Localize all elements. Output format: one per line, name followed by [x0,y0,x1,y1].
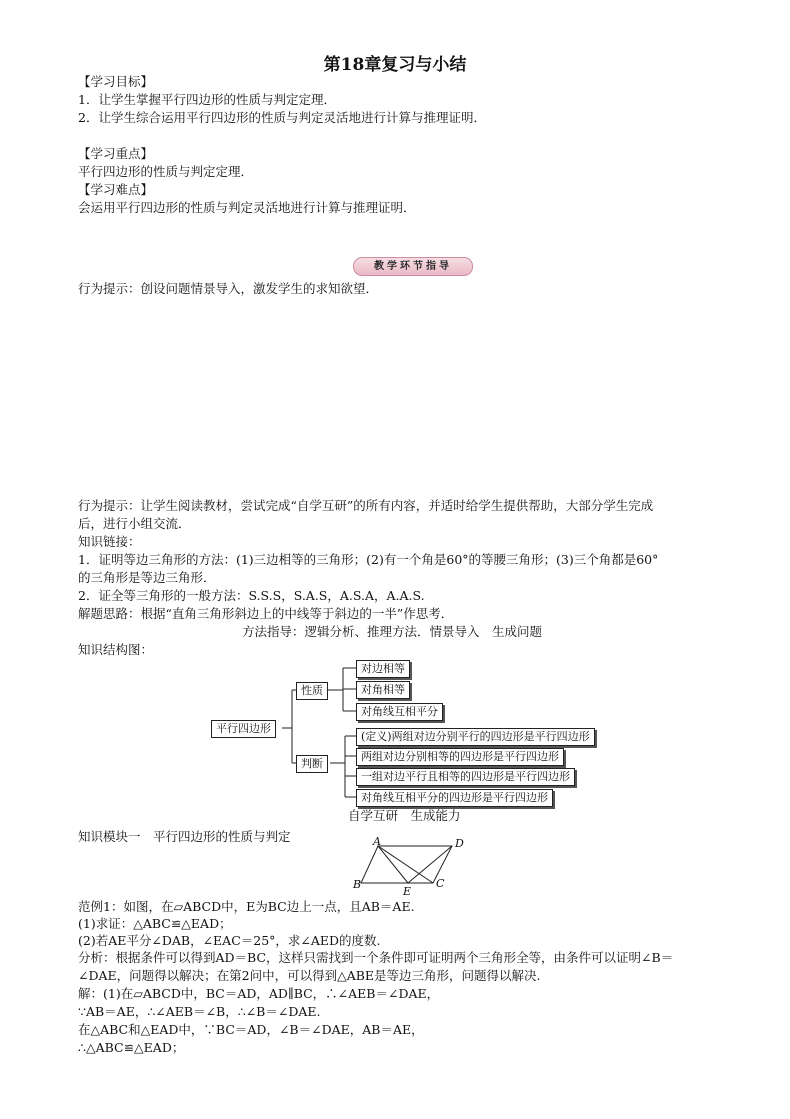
knowledge-link-item2: 2．证全等三角形的一般方法：S.S.S，S.A.S，A.S.A，A.A.S. [78,588,425,603]
figure-label-b: B [353,878,362,891]
figure-label-c: C [436,877,445,890]
solution-line-1: 解：(1)在▱ABCD中，BC＝AD，AD∥BC，∴∠AEB＝∠DAE， [78,986,440,1001]
structure-root: 平行四边形 [211,720,276,738]
difficulties-heading: 【学习难点】 [78,182,154,197]
criteria-item: (定义)两组对边分别平行的四边形是平行四边形 [356,728,595,746]
property-item: 对角相等 [356,681,410,699]
objective-item-2: 2．让学生综合运用平行四边形的性质与判定灵活地进行计算与推理证明． [78,110,486,125]
self-study-heading: 自学互研 生成能力 [348,808,461,823]
figure-label-e: E [403,885,412,898]
knowledge-link-item1-line2: 的三角形是等边三角形． [78,570,216,585]
knowledge-link-heading: 知识链接： [78,534,141,549]
behavior-hint-2-line2: 后，进行小组交流． [78,516,191,531]
module-1-heading: 知识模块一 平行四边形的性质与判定 [78,829,291,844]
objective-item-1: 1．让学生掌握平行四边形的性质与判定定理． [78,92,336,107]
example-question-1: (1)求证：△ABC≌△EAD； [78,916,232,931]
figure-label-d: D [455,837,464,850]
difficulties-text: 会运用平行四边形的性质与判定灵活地进行计算与推理证明． [78,200,416,215]
structure-branch-properties: 性质 [296,682,328,700]
solution-line-3: 在△ABC和△EAD中，∵BC＝AD，∠B＝∠DAE，AB＝AE， [78,1022,424,1037]
key-points-text: 平行四边形的性质与判定定理． [78,164,254,179]
criteria-item: 一组对边平行且相等的四边形是平行四边形 [356,768,575,786]
objectives-heading: 【学习目标】 [78,74,154,89]
structure-heading: 知识结构图： [78,642,154,657]
teaching-guide-banner: 教学环节指导 [353,257,473,276]
solution-approach: 解题思路：根据“直角三角形斜边上的中线等于斜边的一半”作思考． [78,606,454,621]
structure-branch-criteria: 判断 [296,755,328,773]
figure-label-a: A [373,835,381,848]
criteria-item: 对角线互相平分的四边形是平行四边形 [356,789,553,807]
solution-line-2: ∵AB＝AE，∴∠AEB＝∠B，∴∠B＝∠DAE. [78,1004,321,1019]
page-title: 第18章复习与小结 [323,55,467,75]
knowledge-link-item1-line1: 1．证明等边三角形的方法：(1)三边相等的三角形；(2)有一个角是60°的等腰三角形；(3)三个角都是60° [78,552,659,567]
example-question-2: (2)若AE平分∠DAB，∠EAC＝25°，求∠AED的度数. [78,933,381,948]
example-analysis-line2: ∠DAE，问题得以解决；在第2问中，可以得到△ABE是等边三角形，问题得以解决. [78,968,541,983]
example-analysis-line1: 分析：根据条件可以得到AD＝BC，这样只需找到一个条件即可证明两个三角形全等，由条件可以证明∠B＝ [78,950,674,965]
property-item: 对角线互相平分 [356,703,443,721]
key-points-heading: 【学习重点】 [78,146,154,161]
method-guidance: 方法指导：逻辑分析、推理方法．情景导入 生成问题 [242,624,543,639]
criteria-item: 两组对边分别相等的四边形是平行四边形 [356,748,564,766]
behavior-hint-1: 行为提示：创设问题情景导入，激发学生的求知欲望． [78,281,379,296]
solution-line-4: ∴△ABC≌△EAD； [78,1040,185,1055]
property-item: 对边相等 [356,660,410,678]
behavior-hint-2-line1: 行为提示：让学生阅读教材，尝试完成“自学互研”的所有内容，并适时给学生提供帮助，大部分学生完成 [78,498,654,513]
example-statement: 范例1：如图，在▱ABCD中，E为BC边上一点，且AB＝AE. [78,899,415,914]
